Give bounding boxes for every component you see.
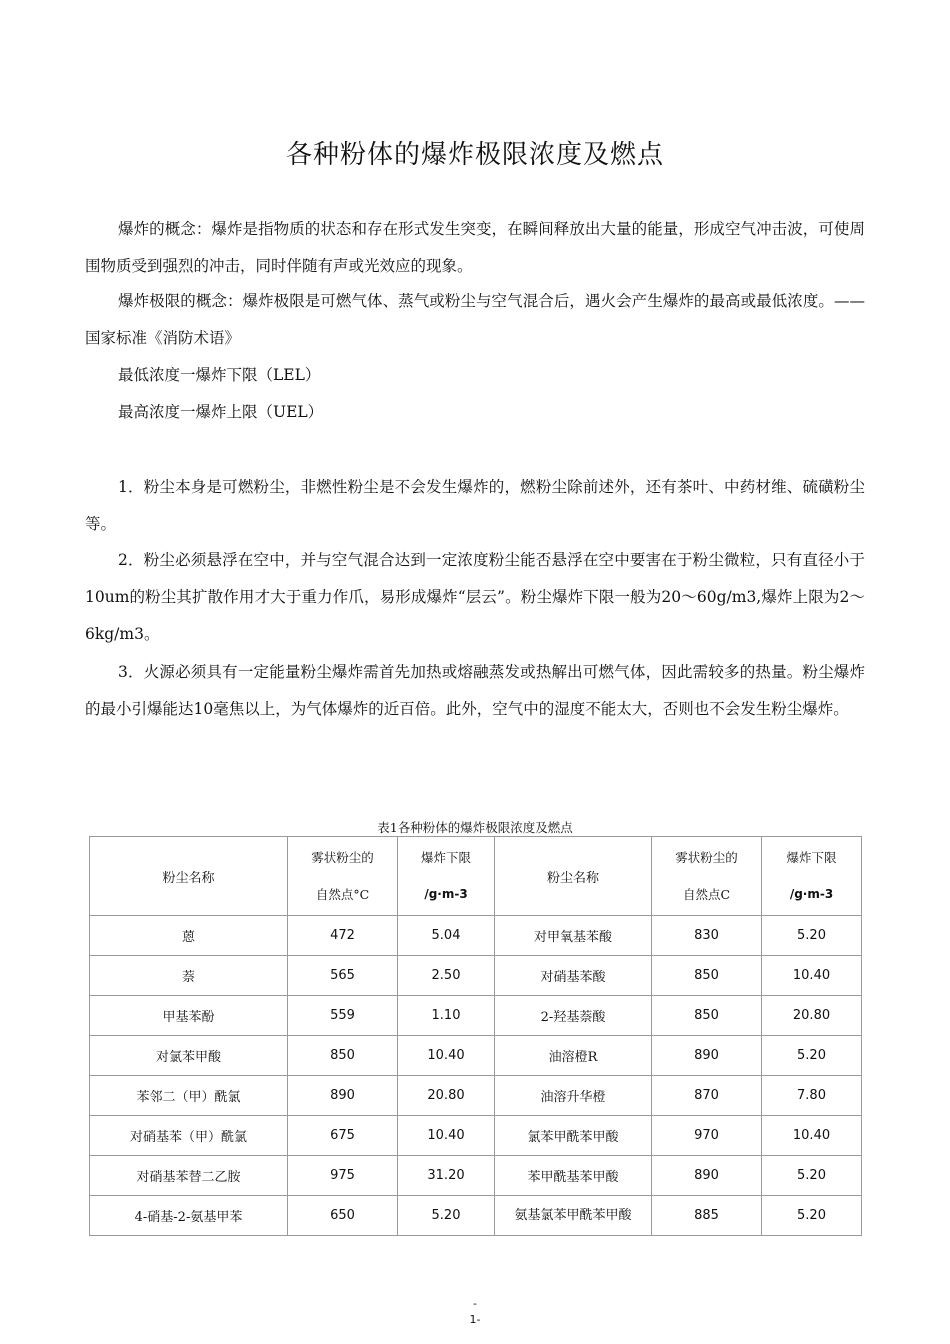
list-item-1: 1．粉尘本身是可燃粉尘，非燃性粉尘是不会发生爆炸的，燃粉尘除前述外，还有茶叶、中药材维、硫磺粉尘等。 (85, 478, 865, 533)
cell-dust-name-right: 苯甲酰基苯甲酸 (495, 1156, 652, 1196)
table-caption: 表1各种粉体的爆炸极限浓度及燃点 (377, 820, 573, 835)
cell-lower-limit-right: 20.80 (762, 996, 862, 1036)
cell-dust-name-right: 2-羟基萘酸 (495, 996, 652, 1036)
table-row (90, 996, 862, 1036)
cell-dust-name: 苯邻二（甲）酰氯 (90, 1076, 288, 1116)
cell-ignition: 850 (288, 1036, 398, 1076)
cell-lower-limit-right: 5.20 (762, 1196, 862, 1236)
table-row (90, 956, 862, 996)
line-uel: 最高浓度一爆炸上限（UEL） (118, 403, 324, 421)
table-row (90, 1036, 862, 1076)
paragraph-explosion-limit-concept: 爆炸极限的概念：爆炸极限是可燃气体、蒸气或粉尘与空气混合后，遇火会产生爆炸的最高或最低浓度。——国家标准《消防术语》 (85, 292, 865, 347)
explosion-limit-table (89, 836, 862, 1236)
cell-lower-limit-right: 10.40 (762, 956, 862, 996)
table-row (90, 1076, 862, 1116)
cell-ignition-right: 890 (652, 1156, 762, 1196)
cell-dust-name-right: 氨基氯苯甲酰苯甲酸 (495, 1196, 652, 1236)
list-item-2: 2．粉尘必须悬浮在空中，并与空气混合达到一定浓度粉尘能否悬浮在空中要害在于粉尘微粒，只有直径小于10um的粉尘其扩散作用才大于重力作爪，易形成爆炸“层云”。粉尘爆炸下限一般为20～60g/m3,爆炸上限为2～6kg/m3。 (85, 551, 865, 643)
page-number (0, 1296, 950, 1328)
cell-dust-name-right: 对硝基苯酸 (495, 956, 652, 996)
cell-ignition-right: 830 (652, 916, 762, 956)
cell-ignition: 975 (288, 1156, 398, 1196)
cell-dust-name: 对氯苯甲酸 (90, 1036, 288, 1076)
cell-ignition-right: 870 (652, 1076, 762, 1116)
cell-lower-limit: 31.20 (398, 1156, 495, 1196)
table-header-row (90, 837, 862, 916)
cell-dust-name: 萘 (90, 956, 288, 996)
cell-dust-name-right: 油溶橙R (495, 1036, 652, 1076)
table-row (90, 1196, 862, 1236)
cell-dust-name: 4-硝基-2-氨基甲苯 (90, 1196, 288, 1236)
cell-lower-limit: 20.80 (398, 1076, 495, 1116)
cell-lower-limit: 10.40 (398, 1036, 495, 1076)
line-lel: 最低浓度一爆炸下限（LEL） (118, 366, 321, 384)
table-row (90, 1156, 862, 1196)
cell-ignition-right: 885 (652, 1196, 762, 1236)
cell-lower-limit: 10.40 (398, 1116, 495, 1156)
table-row (90, 916, 862, 956)
cell-dust-name-right: 油溶升华橙 (495, 1076, 652, 1116)
cell-lower-limit: 5.04 (398, 916, 495, 956)
cell-ignition-right: 850 (652, 956, 762, 996)
cell-ignition: 890 (288, 1076, 398, 1116)
cell-ignition-right: 970 (652, 1116, 762, 1156)
cell-ignition: 472 (288, 916, 398, 956)
table-row (90, 1116, 862, 1156)
paragraph-explosion-concept: 爆炸的概念：爆炸是指物质的状态和存在形式发生突变，在瞬间释放出大量的能量，形成空气冲击波，可使周围物质受到强烈的冲击，同时伴随有声或光效应的现象。 (85, 220, 865, 275)
header-lower-limit: 爆炸下限 /g·m-3 (398, 837, 495, 916)
header-dust-name: 粉尘名称 (90, 837, 288, 916)
cell-dust-name-right: 对甲氧基苯酸 (495, 916, 652, 956)
page-title: 各种粉体的爆炸极限浓度及燃点 (285, 140, 664, 170)
cell-lower-limit: 5.20 (398, 1196, 495, 1236)
cell-dust-name: 对硝基苯（甲）酰氯 (90, 1116, 288, 1156)
header-ignition-point-right: 雾状粉尘的 自然点C (652, 837, 762, 916)
cell-lower-limit-right: 5.20 (762, 1156, 862, 1196)
cell-lower-limit: 1.10 (398, 996, 495, 1036)
cell-lower-limit-right: 5.20 (762, 1036, 862, 1076)
cell-lower-limit: 2.50 (398, 956, 495, 996)
cell-lower-limit-right: 7.80 (762, 1076, 862, 1116)
cell-ignition-right: 890 (652, 1036, 762, 1076)
cell-dust-name: 蒽 (90, 916, 288, 956)
cell-lower-limit-right: 10.40 (762, 1116, 862, 1156)
cell-ignition: 650 (288, 1196, 398, 1236)
header-dust-name-right: 粉尘名称 (495, 837, 652, 916)
cell-lower-limit-right: 5.20 (762, 916, 862, 956)
cell-ignition: 565 (288, 956, 398, 996)
cell-dust-name: 对硝基苯替二乙胺 (90, 1156, 288, 1196)
page-number-dash: - (473, 1297, 477, 1310)
header-lower-limit-right: 爆炸下限 /g·m-3 (762, 837, 862, 916)
cell-dust-name-right: 氯苯甲酰苯甲酸 (495, 1116, 652, 1156)
cell-dust-name: 甲基苯酚 (90, 996, 288, 1036)
header-ignition-point: 雾状粉尘的 自然点°C (288, 837, 398, 916)
cell-ignition-right: 850 (652, 996, 762, 1036)
cell-ignition: 559 (288, 996, 398, 1036)
cell-ignition: 675 (288, 1116, 398, 1156)
page-number-label: 1- (469, 1313, 481, 1326)
list-item-3: 3．火源必须具有一定能量粉尘爆炸需首先加热或熔融蒸发或热解出可燃气体，因此需较多的热量。粉尘爆炸的最小引爆能达10毫焦以上，为气体爆炸的近百倍。此外，空气中的湿度不能太大，否则也不会发生粉尘爆炸。 (85, 663, 865, 718)
